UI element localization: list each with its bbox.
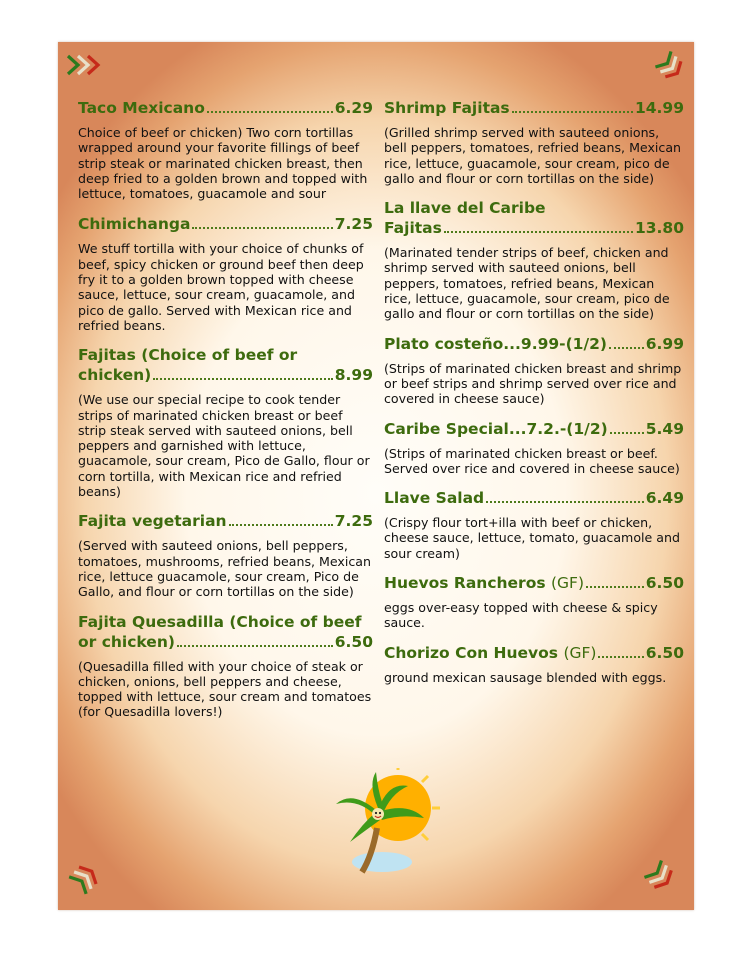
menu-item (78, 511, 373, 599)
chevron-arrow-bottom-left-icon (66, 860, 102, 898)
menu-item-price: 13.80 (634, 219, 684, 238)
menu-item-description: eggs over-easy topped with cheese & spicy sauce. (384, 600, 658, 631)
menu-item-name: Taco Mexicano (78, 99, 205, 117)
menu-item-name: Plato costeño...9.99-(1/2) (384, 334, 607, 353)
menu-item-description: (Marinated tender strips of beef, chicken and shrimp served with sauteed onions, bell peppers, tomatoes, refried beans, Mexican rice, lettuce, guacamole, sour cream, pico de gallo and flour or corn tortillas on the side) (384, 245, 670, 322)
menu-item-description: (Strips of marinated chicken breast and shrimp or beef strips and shrimp served over rice and covered in cheese sauce) (384, 360, 682, 407)
menu-item (384, 98, 684, 186)
menu-item-name: Huevos Rancheros (384, 574, 546, 593)
menu-item-title (384, 98, 684, 118)
menu-item-name: Shrimp Fajitas (384, 99, 510, 117)
palm-tree-sun-icon (332, 768, 442, 878)
menu-item-tag: (GF) (563, 643, 597, 662)
menu-item-name-line2: or chicken) (78, 632, 175, 651)
menu-item-title (384, 488, 684, 508)
menu-item (78, 345, 373, 499)
menu-item-description: ground mexican sausage blended with eggs. (384, 669, 667, 685)
menu-item-description: (Crispy flour tort+illa with beef or chicken, cheese sauce, lettuce, tomato, guacamole and sour cream) (384, 515, 680, 561)
menu-item (384, 334, 684, 407)
menu-item-price: 6.50 (645, 574, 684, 593)
menu-item (384, 488, 684, 561)
menu-item-name-line2: Fajitas (384, 219, 442, 238)
menu-left-column (78, 98, 373, 720)
menu-item-price: 6.99 (645, 334, 684, 353)
menu-item-name-line1: La llave del Caribe (384, 199, 546, 218)
menu-item-price: 5.49 (645, 419, 684, 438)
menu-item-title (384, 419, 684, 439)
menu-item (78, 214, 373, 333)
menu-item-name-line2: chicken) (78, 366, 152, 385)
menu-item (78, 98, 373, 201)
menu-item-name: Caribe Special...7.2.-(1/2) (384, 419, 608, 438)
menu-item-title (384, 198, 684, 238)
menu-item (384, 419, 684, 477)
chevron-arrow-top-left-icon (66, 52, 104, 78)
menu-item-description: Choice of beef or chicken) Two corn tortillas wrapped around your favorite fillings of beef strip steak or marinated chicken breast, then deep fried to a golden brown and topped with lettuce, tomatoes, guacamole and sour (78, 125, 368, 202)
menu-item-title (78, 98, 373, 118)
menu-item-name: Chorizo Con Huevos (384, 643, 559, 662)
menu-item (78, 612, 373, 720)
menu-item-price: 6.50 (645, 643, 684, 662)
menu-item-description: (Served with sauteed onions, bell peppers, tomatoes, mushrooms, refried beans, Mexican rice, lettuce guacamole, sour cream, Pico de Gallo, and flour or corn tortillas on the side) (78, 538, 372, 600)
menu-item-title (384, 334, 684, 354)
menu-right-column (384, 98, 684, 685)
menu-item-name: Chimichanga (78, 215, 191, 234)
menu-item-name: Llave Salad (384, 489, 485, 508)
menu-item-description: (Grilled shrimp served with sauteed onions, bell peppers, tomatoes, refried beans, Mexican rice, lettuce, guacamole, sour cream, pico de gallo and flour or corn tortillas on the side) (384, 125, 682, 186)
menu-item-price: 8.99 (334, 366, 373, 385)
menu-item-price: 7.25 (334, 215, 373, 234)
menu-item (384, 643, 684, 685)
menu-item-description: (Quesadilla filled with your choice of steak or chicken, onions, bell peppers and cheese, topped with lettuce, sour cream and tomatoes (for Quesadilla lovers!) (78, 658, 372, 720)
menu-item-price: 6.29 (334, 99, 373, 117)
menu-item-name-line1: Fajitas (Choice of beef or (78, 346, 298, 365)
menu-item-price: 6.50 (334, 632, 373, 651)
menu-item-price: 6.49 (645, 489, 684, 508)
chevron-arrow-top-right-icon (654, 50, 688, 84)
menu-item-title (384, 573, 684, 593)
menu-item-price: 7.25 (334, 512, 373, 531)
menu-item-title (78, 511, 373, 531)
menu-item-description: (Strips of marinated chicken breast or beef. Served over rice and covered in cheese sauce) (384, 445, 680, 476)
menu-item-title (384, 643, 684, 663)
menu-item (384, 573, 684, 631)
menu-item-title (78, 612, 373, 652)
menu-item-tag: (GF) (550, 574, 585, 593)
menu-item (384, 198, 684, 321)
menu-item-name: Fajita vegetarian (78, 512, 227, 531)
menu-item-name-line1: Fajita Quesadilla (Choice of beef (78, 612, 362, 631)
menu-item-title (78, 345, 373, 385)
menu-item-title (78, 214, 373, 234)
chevron-arrow-bottom-right-icon (640, 856, 680, 896)
menu-item-description: (We use our special recipe to cook tender strips of marinated chicken breast or beef strip steak served with sauteed onions, bell peppers and garnished with lettuce, guacamole, sour cream, Pico de Gallo, flour or corn tortilla, with Mexican rice and refried beans) (78, 392, 370, 500)
menu-item-price: 14.99 (634, 99, 684, 117)
menu-item-description: We stuff tortilla with your choice of chunks of beef, spicy chicken or ground beef then deep fry it to a golden brown topped with cheese sauce, lettuce, sour cream, guacamole, and pico de gallo. Served with Mexican rice and refried beans. (78, 241, 364, 333)
